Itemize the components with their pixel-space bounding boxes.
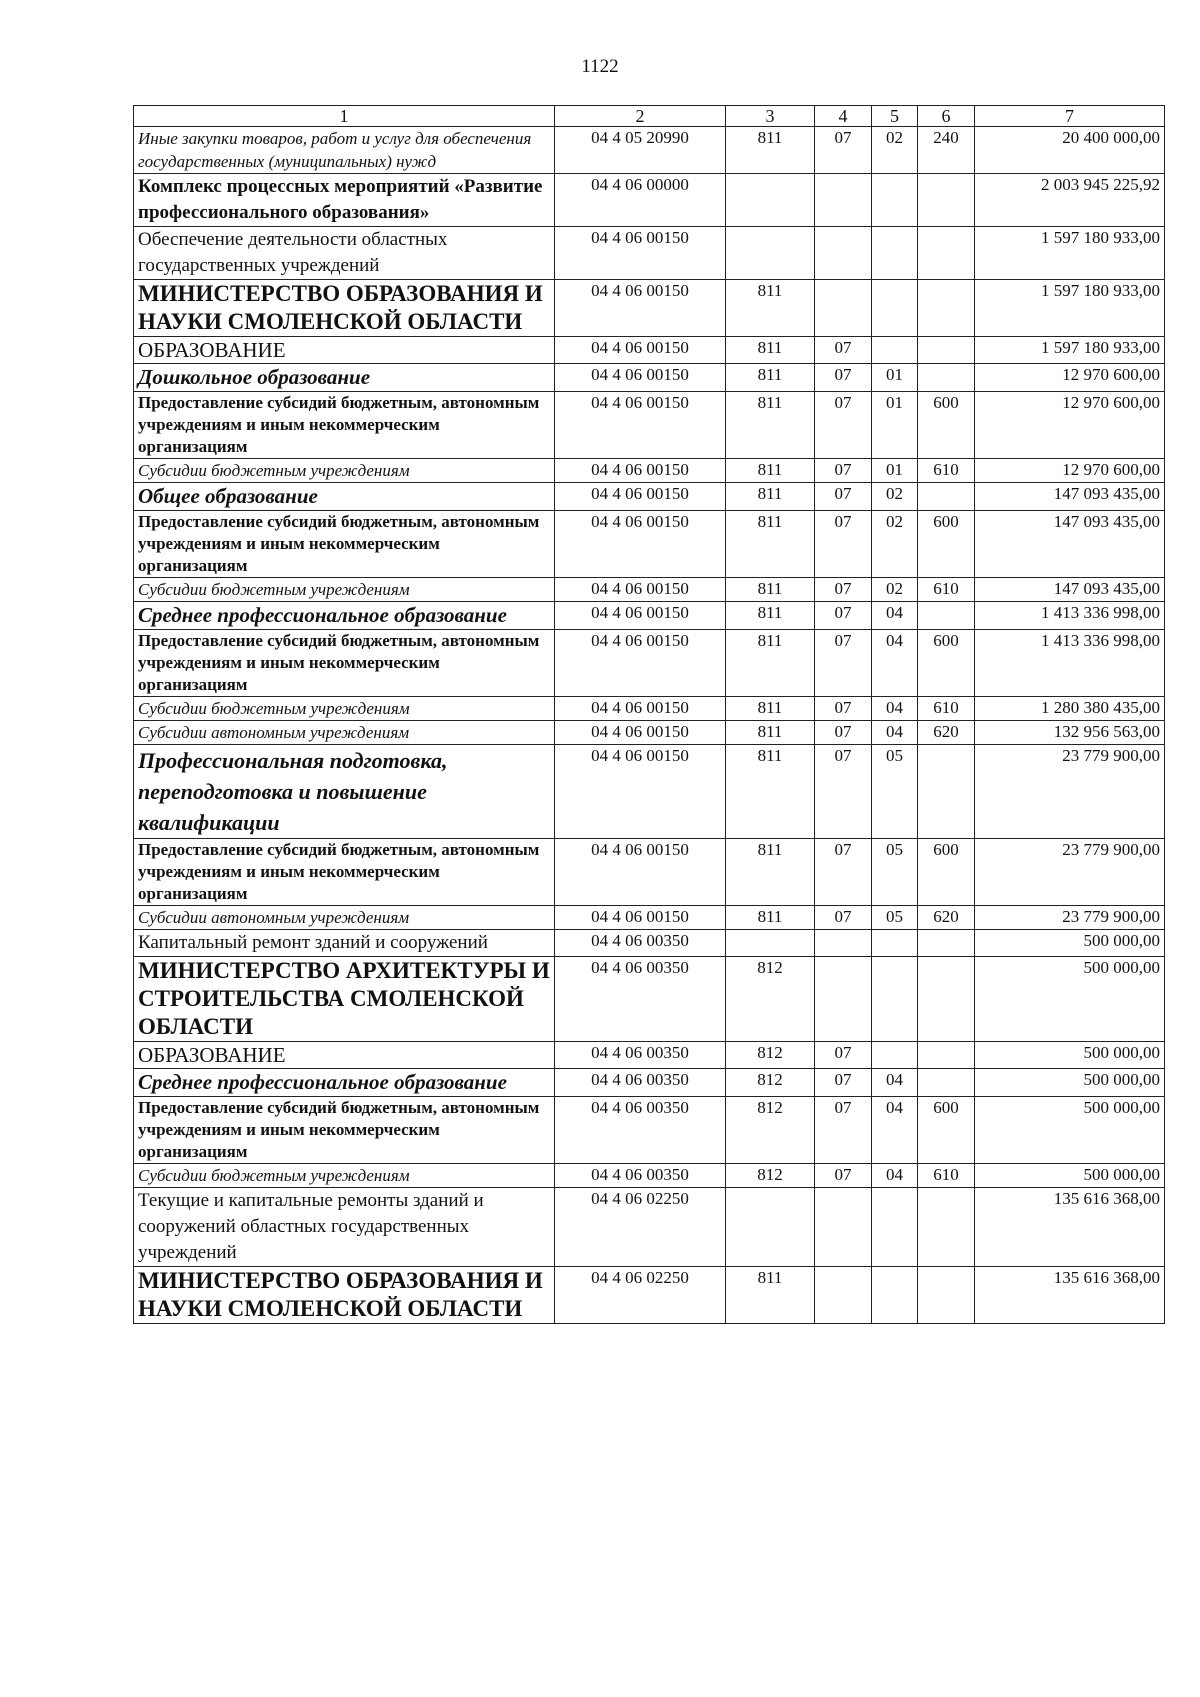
subsection-code-cell: 02 (872, 483, 918, 511)
row-name-cell: Субсидии автономным учреждениям (134, 906, 555, 930)
target-article-cell: 04 4 06 00150 (555, 227, 726, 280)
row-name-cell: Комплекс процессных мероприятий «Развитие профессионального образования» (134, 174, 555, 227)
row-name-cell: Предоставление субсидий бюджетным, автономным учреждениям и иным некоммерческим организациям (134, 511, 555, 578)
expense-type-cell: 600 (918, 1097, 975, 1164)
subsection-code-cell: 04 (872, 1097, 918, 1164)
table-row (134, 906, 1165, 930)
department-code-cell: 811 (726, 745, 815, 839)
department-code-cell: 811 (726, 906, 815, 930)
target-article-cell: 04 4 06 00150 (555, 697, 726, 721)
target-article-cell: 04 4 06 00150 (555, 459, 726, 483)
amount-cell: 147 093 435,00 (975, 511, 1165, 578)
target-article-cell: 04 4 06 00150 (555, 364, 726, 392)
amount-cell: 23 779 900,00 (975, 906, 1165, 930)
expense-type-cell (918, 602, 975, 630)
table-row (134, 957, 1165, 1042)
amount-cell: 1 280 380 435,00 (975, 697, 1165, 721)
target-article-cell: 04 4 06 00150 (555, 578, 726, 602)
department-code-cell: 812 (726, 1164, 815, 1188)
expense-type-cell: 600 (918, 511, 975, 578)
expense-type-cell (918, 337, 975, 364)
expense-type-cell (918, 1042, 975, 1069)
row-name-cell: МИНИСТЕРСТВО ОБРАЗОВАНИЯ И НАУКИ СМОЛЕНСКОЙ ОБЛАСТИ (134, 280, 555, 337)
expense-type-cell (918, 1069, 975, 1097)
row-name-cell: Субсидии бюджетным учреждениям (134, 459, 555, 483)
department-code-cell: 812 (726, 1042, 815, 1069)
target-article-cell: 04 4 06 00150 (555, 630, 726, 697)
expense-type-cell: 620 (918, 721, 975, 745)
subsection-code-cell: 01 (872, 364, 918, 392)
department-code-cell: 811 (726, 127, 815, 174)
section-code-cell: 07 (815, 483, 872, 511)
table-row (134, 1042, 1165, 1069)
department-code-cell: 811 (726, 721, 815, 745)
row-name-cell: Субсидии бюджетным учреждениям (134, 697, 555, 721)
table-row (134, 930, 1165, 957)
table-row (134, 227, 1165, 280)
expense-type-cell (918, 957, 975, 1042)
target-article-cell: 04 4 06 00150 (555, 511, 726, 578)
department-code-cell: 811 (726, 483, 815, 511)
table-row (134, 578, 1165, 602)
department-code-cell (726, 930, 815, 957)
header-col-5: 5 (872, 106, 918, 127)
row-name-cell: Текущие и капитальные ремонты зданий и сооружений областных государственных учреждений (134, 1188, 555, 1267)
department-code-cell: 811 (726, 511, 815, 578)
expense-type-cell (918, 745, 975, 839)
section-code-cell: 07 (815, 697, 872, 721)
row-name-cell: МИНИСТЕРСТВО АРХИТЕКТУРЫ И СТРОИТЕЛЬСТВА СМОЛЕНСКОЙ ОБЛАСТИ (134, 957, 555, 1042)
target-article-cell: 04 4 06 00350 (555, 1042, 726, 1069)
expense-type-cell: 610 (918, 459, 975, 483)
amount-cell: 500 000,00 (975, 1097, 1165, 1164)
header-col-1: 1 (134, 106, 555, 127)
section-code-cell: 07 (815, 839, 872, 906)
section-code-cell (815, 1267, 872, 1324)
target-article-cell: 04 4 06 02250 (555, 1267, 726, 1324)
department-code-cell (726, 174, 815, 227)
row-name-cell: Капитальный ремонт зданий и сооружений (134, 930, 555, 957)
expense-type-cell (918, 280, 975, 337)
department-code-cell: 811 (726, 602, 815, 630)
table-row (134, 697, 1165, 721)
expense-type-cell (918, 174, 975, 227)
expense-type-cell: 600 (918, 630, 975, 697)
subsection-code-cell (872, 957, 918, 1042)
section-code-cell (815, 280, 872, 337)
expense-type-cell: 240 (918, 127, 975, 174)
department-code-cell: 811 (726, 578, 815, 602)
section-code-cell: 07 (815, 721, 872, 745)
department-code-cell: 811 (726, 364, 815, 392)
section-code-cell: 07 (815, 578, 872, 602)
section-code-cell: 07 (815, 1164, 872, 1188)
target-article-cell: 04 4 06 00000 (555, 174, 726, 227)
section-code-cell: 07 (815, 337, 872, 364)
target-article-cell: 04 4 06 00350 (555, 1164, 726, 1188)
row-name-cell: ОБРАЗОВАНИЕ (134, 1042, 555, 1069)
expense-type-cell (918, 1267, 975, 1324)
target-article-cell: 04 4 06 00150 (555, 906, 726, 930)
subsection-code-cell: 02 (872, 127, 918, 174)
table-row (134, 839, 1165, 906)
expense-type-cell: 610 (918, 1164, 975, 1188)
table-body (134, 106, 1165, 1324)
target-article-cell: 04 4 06 00350 (555, 957, 726, 1042)
expense-type-cell (918, 364, 975, 392)
department-code-cell: 811 (726, 280, 815, 337)
target-article-cell: 04 4 06 00150 (555, 483, 726, 511)
row-name-cell: Субсидии бюджетным учреждениям (134, 578, 555, 602)
table-row (134, 337, 1165, 364)
subsection-code-cell: 04 (872, 697, 918, 721)
table-row (134, 459, 1165, 483)
department-code-cell: 811 (726, 1267, 815, 1324)
target-article-cell: 04 4 06 00350 (555, 930, 726, 957)
section-code-cell: 07 (815, 906, 872, 930)
amount-cell: 12 970 600,00 (975, 364, 1165, 392)
section-code-cell: 07 (815, 602, 872, 630)
department-code-cell (726, 1188, 815, 1267)
target-article-cell: 04 4 06 00150 (555, 337, 726, 364)
table-row (134, 280, 1165, 337)
subsection-code-cell (872, 174, 918, 227)
subsection-code-cell: 02 (872, 511, 918, 578)
row-name-cell: ОБРАЗОВАНИЕ (134, 337, 555, 364)
section-code-cell (815, 174, 872, 227)
section-code-cell: 07 (815, 1042, 872, 1069)
row-name-cell: Дошкольное образование (134, 364, 555, 392)
row-name-cell: Общее образование (134, 483, 555, 511)
amount-cell: 1 597 180 933,00 (975, 280, 1165, 337)
expense-type-cell (918, 483, 975, 511)
expense-type-cell: 610 (918, 578, 975, 602)
row-name-cell: Предоставление субсидий бюджетным, автономным учреждениям и иным некоммерческим организациям (134, 1097, 555, 1164)
target-article-cell: 04 4 06 00150 (555, 839, 726, 906)
department-code-cell: 812 (726, 1069, 815, 1097)
amount-cell: 500 000,00 (975, 1069, 1165, 1097)
header-col-4: 4 (815, 106, 872, 127)
amount-cell: 1 413 336 998,00 (975, 630, 1165, 697)
subsection-code-cell (872, 1042, 918, 1069)
amount-cell: 147 093 435,00 (975, 483, 1165, 511)
section-code-cell (815, 1188, 872, 1267)
amount-cell: 135 616 368,00 (975, 1188, 1165, 1267)
table-row (134, 721, 1165, 745)
department-code-cell: 811 (726, 337, 815, 364)
section-code-cell: 07 (815, 511, 872, 578)
department-code-cell: 811 (726, 392, 815, 459)
table-row (134, 1267, 1165, 1324)
budget-table (133, 105, 1165, 1324)
row-name-cell: Предоставление субсидий бюджетным, автономным учреждениям и иным некоммерческим организациям (134, 630, 555, 697)
section-code-cell: 07 (815, 1097, 872, 1164)
table-row (134, 127, 1165, 174)
subsection-code-cell (872, 1267, 918, 1324)
amount-cell: 1 597 180 933,00 (975, 337, 1165, 364)
subsection-code-cell: 05 (872, 745, 918, 839)
row-name-cell: Обеспечение деятельности областных государственных учреждений (134, 227, 555, 280)
amount-cell: 2 003 945 225,92 (975, 174, 1165, 227)
table-row (134, 392, 1165, 459)
table-row (134, 1097, 1165, 1164)
amount-cell: 23 779 900,00 (975, 745, 1165, 839)
page-number: 1122 (581, 56, 619, 77)
subsection-code-cell: 04 (872, 602, 918, 630)
expense-type-cell: 600 (918, 392, 975, 459)
department-code-cell: 811 (726, 630, 815, 697)
subsection-code-cell (872, 1188, 918, 1267)
amount-cell: 12 970 600,00 (975, 392, 1165, 459)
subsection-code-cell: 04 (872, 1069, 918, 1097)
section-code-cell (815, 227, 872, 280)
target-article-cell: 04 4 06 00150 (555, 721, 726, 745)
subsection-code-cell (872, 227, 918, 280)
subsection-code-cell: 05 (872, 839, 918, 906)
row-name-cell: Иные закупки товаров, работ и услуг для обеспечения государственных (муниципальных) нужд (134, 127, 555, 174)
subsection-code-cell: 04 (872, 630, 918, 697)
table-row (134, 602, 1165, 630)
section-code-cell: 07 (815, 364, 872, 392)
row-name-cell: Предоставление субсидий бюджетным, автономным учреждениям и иным некоммерческим организациям (134, 392, 555, 459)
amount-cell: 500 000,00 (975, 957, 1165, 1042)
subsection-code-cell: 01 (872, 392, 918, 459)
row-name-cell: Среднее профессиональное образование (134, 602, 555, 630)
row-name-cell: МИНИСТЕРСТВО ОБРАЗОВАНИЯ И НАУКИ СМОЛЕНСКОЙ ОБЛАСТИ (134, 1267, 555, 1324)
row-name-cell: Предоставление субсидий бюджетным, автономным учреждениям и иным некоммерческим организациям (134, 839, 555, 906)
subsection-code-cell: 04 (872, 721, 918, 745)
subsection-code-cell: 05 (872, 906, 918, 930)
subsection-code-cell: 01 (872, 459, 918, 483)
department-code-cell (726, 227, 815, 280)
amount-cell: 1 597 180 933,00 (975, 227, 1165, 280)
amount-cell: 132 956 563,00 (975, 721, 1165, 745)
table-row (134, 364, 1165, 392)
expense-type-cell: 610 (918, 697, 975, 721)
subsection-code-cell (872, 280, 918, 337)
section-code-cell: 07 (815, 392, 872, 459)
section-code-cell: 07 (815, 1069, 872, 1097)
header-col-6: 6 (918, 106, 975, 127)
header-row (134, 106, 1165, 127)
amount-cell: 23 779 900,00 (975, 839, 1165, 906)
table-row (134, 1164, 1165, 1188)
amount-cell: 12 970 600,00 (975, 459, 1165, 483)
amount-cell: 20 400 000,00 (975, 127, 1165, 174)
header-col-7: 7 (975, 106, 1165, 127)
table-row (134, 511, 1165, 578)
department-code-cell: 811 (726, 697, 815, 721)
section-code-cell: 07 (815, 459, 872, 483)
subsection-code-cell: 04 (872, 1164, 918, 1188)
target-article-cell: 04 4 06 00350 (555, 1097, 726, 1164)
department-code-cell: 812 (726, 1097, 815, 1164)
subsection-code-cell: 02 (872, 578, 918, 602)
table-row (134, 1069, 1165, 1097)
amount-cell: 500 000,00 (975, 930, 1165, 957)
row-name-cell: Профессиональная подготовка, переподготовка и повышение квалификации (134, 745, 555, 839)
department-code-cell: 812 (726, 957, 815, 1042)
department-code-cell: 811 (726, 839, 815, 906)
expense-type-cell (918, 227, 975, 280)
section-code-cell: 07 (815, 630, 872, 697)
target-article-cell: 04 4 06 00150 (555, 392, 726, 459)
target-article-cell: 04 4 06 00350 (555, 1069, 726, 1097)
target-article-cell: 04 4 06 00150 (555, 602, 726, 630)
target-article-cell: 04 4 06 00150 (555, 745, 726, 839)
section-code-cell: 07 (815, 127, 872, 174)
row-name-cell: Среднее профессиональное образование (134, 1069, 555, 1097)
header-col-3: 3 (726, 106, 815, 127)
table-row (134, 1188, 1165, 1267)
amount-cell: 135 616 368,00 (975, 1267, 1165, 1324)
subsection-code-cell (872, 930, 918, 957)
amount-cell: 500 000,00 (975, 1042, 1165, 1069)
target-article-cell: 04 4 06 02250 (555, 1188, 726, 1267)
amount-cell: 147 093 435,00 (975, 578, 1165, 602)
department-code-cell: 811 (726, 459, 815, 483)
table-row (134, 745, 1165, 839)
expense-type-cell (918, 930, 975, 957)
row-name-cell: Субсидии автономным учреждениям (134, 721, 555, 745)
section-code-cell (815, 957, 872, 1042)
expense-type-cell (918, 1188, 975, 1267)
subsection-code-cell (872, 337, 918, 364)
table-row (134, 630, 1165, 697)
table-row (134, 174, 1165, 227)
expense-type-cell: 620 (918, 906, 975, 930)
section-code-cell (815, 930, 872, 957)
target-article-cell: 04 4 05 20990 (555, 127, 726, 174)
row-name-cell: Субсидии бюджетным учреждениям (134, 1164, 555, 1188)
amount-cell: 500 000,00 (975, 1164, 1165, 1188)
section-code-cell: 07 (815, 745, 872, 839)
amount-cell: 1 413 336 998,00 (975, 602, 1165, 630)
target-article-cell: 04 4 06 00150 (555, 280, 726, 337)
expense-type-cell: 600 (918, 839, 975, 906)
header-col-2: 2 (555, 106, 726, 127)
table-row (134, 483, 1165, 511)
